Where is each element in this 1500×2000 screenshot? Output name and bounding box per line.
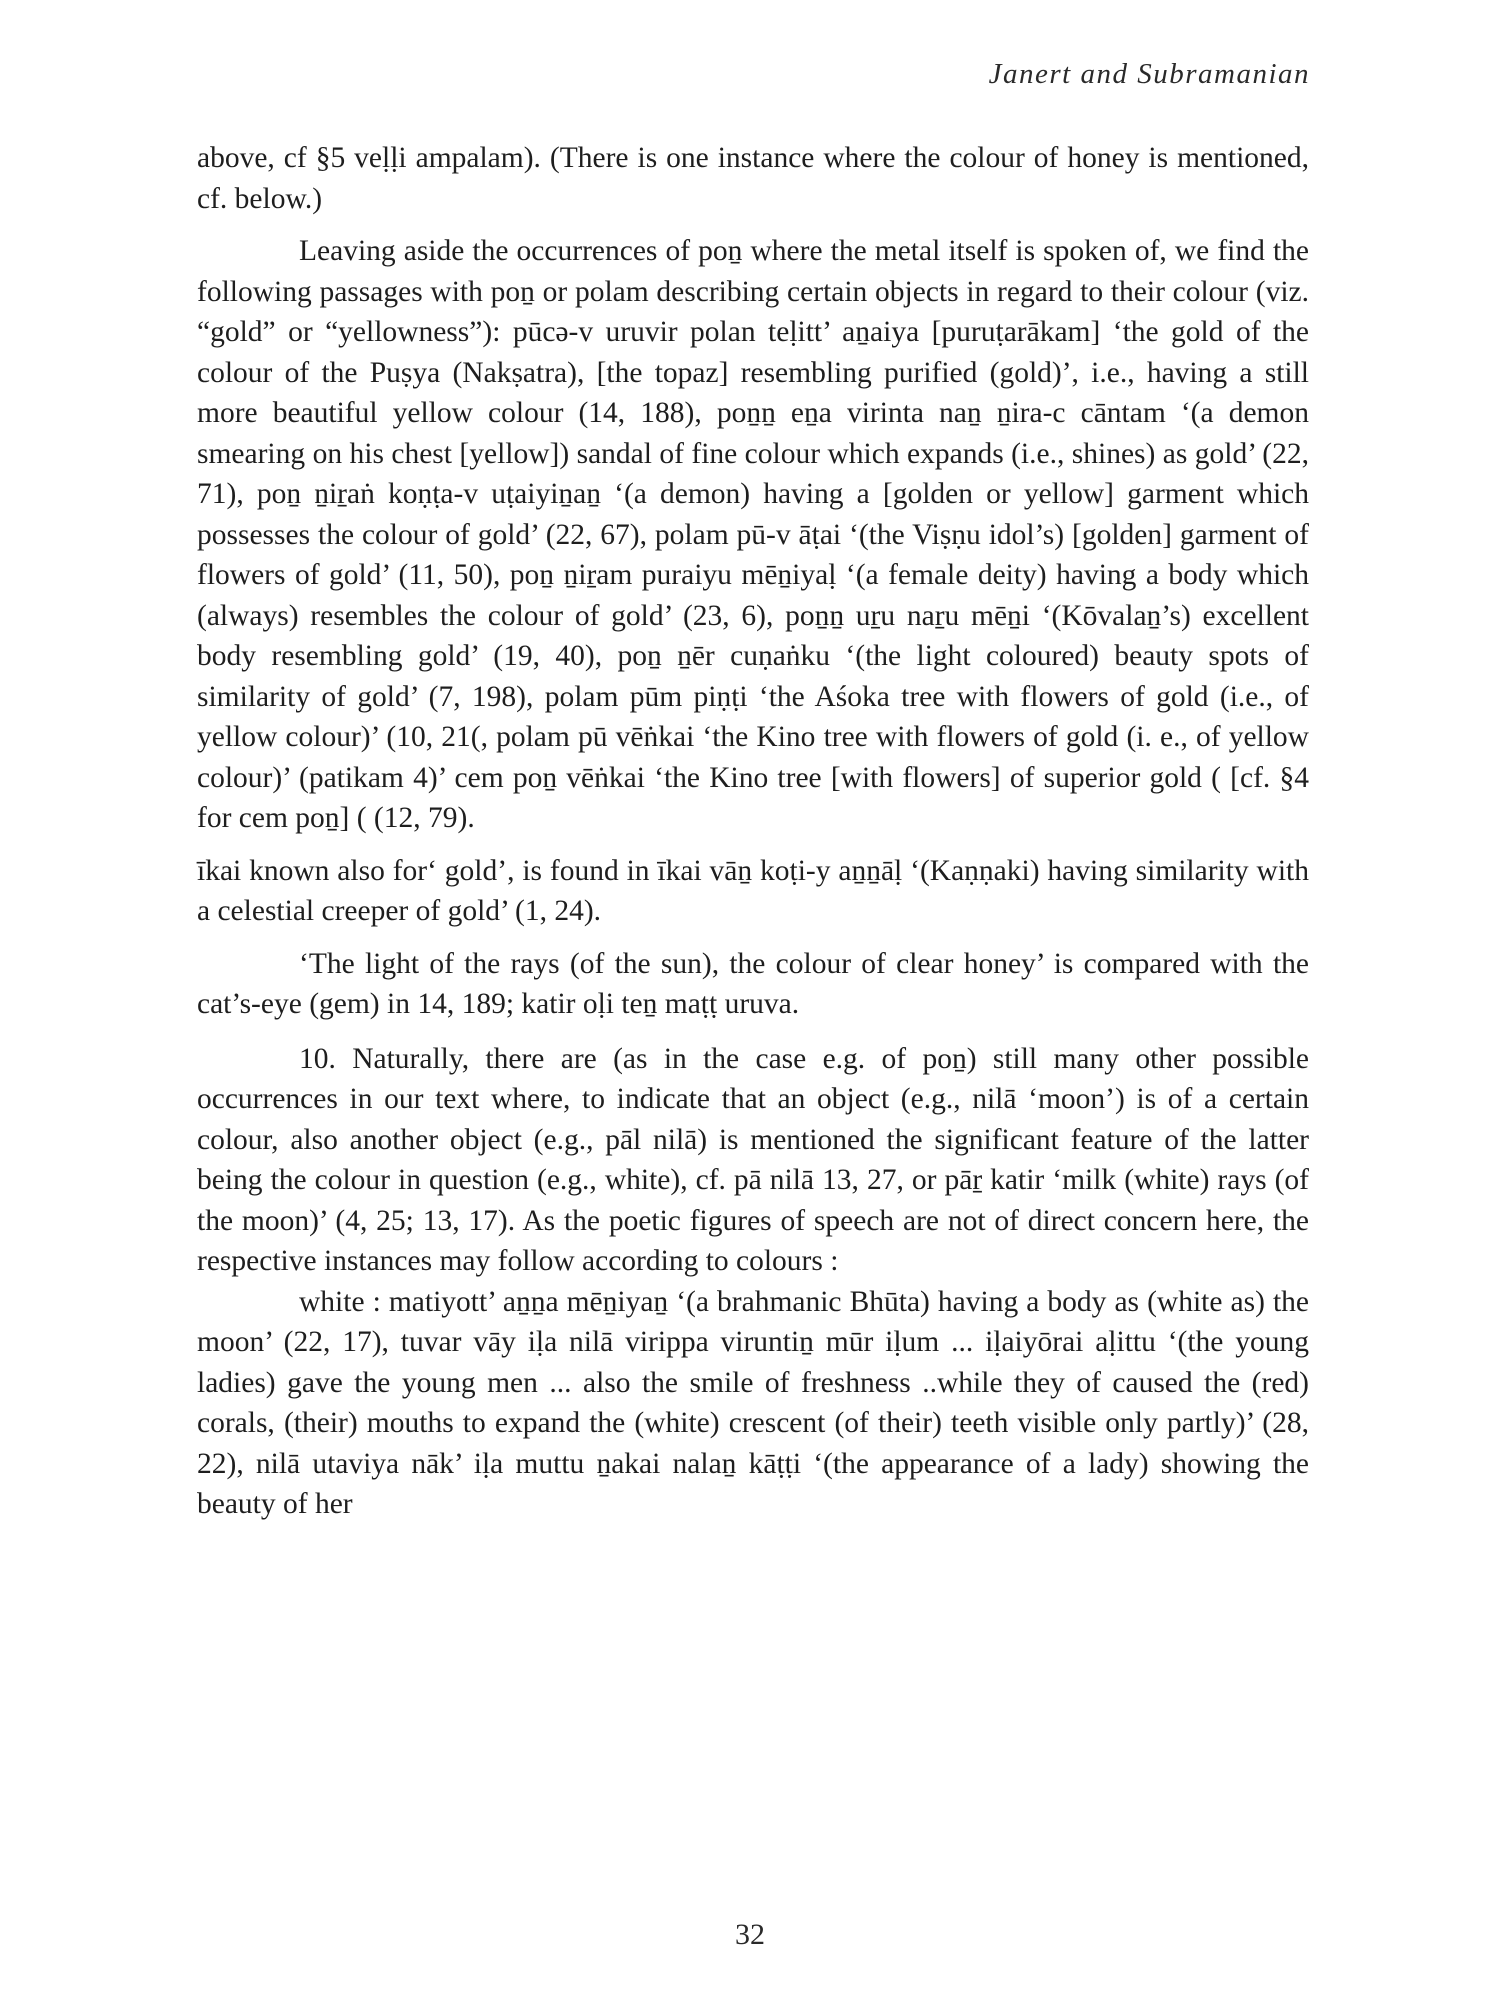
paragraph-honey-colour: ‘The light of the rays (of the sun), the colour of clear honey’ is compared with the cat’s-eye (gem) in 14, 189; katir oḷi teṉ maṭṭ uruva. [197,947,1309,1020]
page-number: 32 [735,1918,765,1951]
body-text [197,138,1309,1525]
paragraph-white: white : matiyott’ aṉṉa mēṉiyaṉ ‘(a brahmanic Bhūta) having a body as (white as) the moon’ (22, 17), tuvar vāy iḷa nilā virippa viruntiṉ mūr iḷum ... iḷaiyōrai aḷittu ‘(the young ladies) gave the young men ... also the smile of freshness ..while they of caused the (red) corals, (their) mouths to expand the (white) crescent (of their) teeth visible only partly)’ (28, 22), nilā utaviya nāk’ iḷa muttu ṉakai nalaṉ kāṭṭi ‘(the appearance of a lady) showing the beauty of her [197,1285,1309,1520]
paragraph-section-10: 10. Naturally, there are (as in the case e.g. of poṉ) still many other possible occurrences in our text where, to indicate that an object (e.g., nilā ‘moon’) is of a certain colour, also another object (e.g., pāl nilā) is mentioned the significant feature of the latter being the colour in question (e.g., white), cf. pā nilā 13, 27, or pāṟ katir ‘milk (white) rays (of the moon)’ (4, 25; 13, 17). As the poetic figures of speech are not of direct concern here, the respective instances may follow according to colours : [197,1042,1309,1277]
running-header: Janert and Subramanian [988,58,1310,90]
paragraph-ikai: īkai known also for‘ gold’, is found in īkai vāṉ koṭi-y aṉṉāḷ ‘(Kaṇṇaki) having similarity with a celestial creeper of gold’ (1, 24). [197,854,1309,927]
paragraph-gold-passages: Leaving aside the occurrences of poṉ where the metal itself is spoken of, we find the following passages with poṉ or polam describing certain objects in regard to their colour (viz. “gold” or “yellowness”): pūcə-v uruvir polan teḷitt’ aṉaiya [puruṭarākam] ‘the gold of the colour of the Puṣya (Nakṣatra), [the topaz] resembling purified (gold)’, i.e., having a still more beautiful yellow colour (14, 188), poṉṉ eṉa virinta naṉ ṉira-c cāntam ‘(a demon smearing on his chest [yellow]) sandal of fine colour which expands (i.e., shines) as gold’ (22, 71), poṉ ṉiṟaṅ koṇṭa-v uṭaiyiṉaṉ ‘(a demon) having a [golden or yellow] garment which possesses the colour of gold’ (22, 67), polam pū-v āṭai ‘(the Viṣṇu idol’s) [golden] garment of flowers of gold’ (11, 50), poṉ ṉiṟam puraiyu mēṉiyaḷ ‘(a female deity) having a body which (always) resembles the colour of gold’ (23, 6), poṉṉ uṟu naṟu mēṉi ‘(Kōvalaṉ’s) excellent body resembling gold’ (19, 40), poṉ ṉēr cuṇaṅku ‘(the light coloured) beauty spots of similarity of gold’ (7, 198), polam pūm piṇṭi ‘the Aśoka tree with flowers of gold (i.e., of yellow colour)’ (10, 21(, polam pū vēṅkai ‘the Kino tree with flowers of gold (i. e., of yellow colour)’ (patikam 4)’ cem poṉ vēṅkai ‘the Kino tree [with flowers] of superior gold ( [cf. §4 for cem poṉ] ( (12, 79). [197,235,1309,834]
paragraph-continuation: above, cf §5 veḷḷi ampalam). (There is one instance where the colour of honey is mentioned, cf. below.) [197,142,1309,215]
